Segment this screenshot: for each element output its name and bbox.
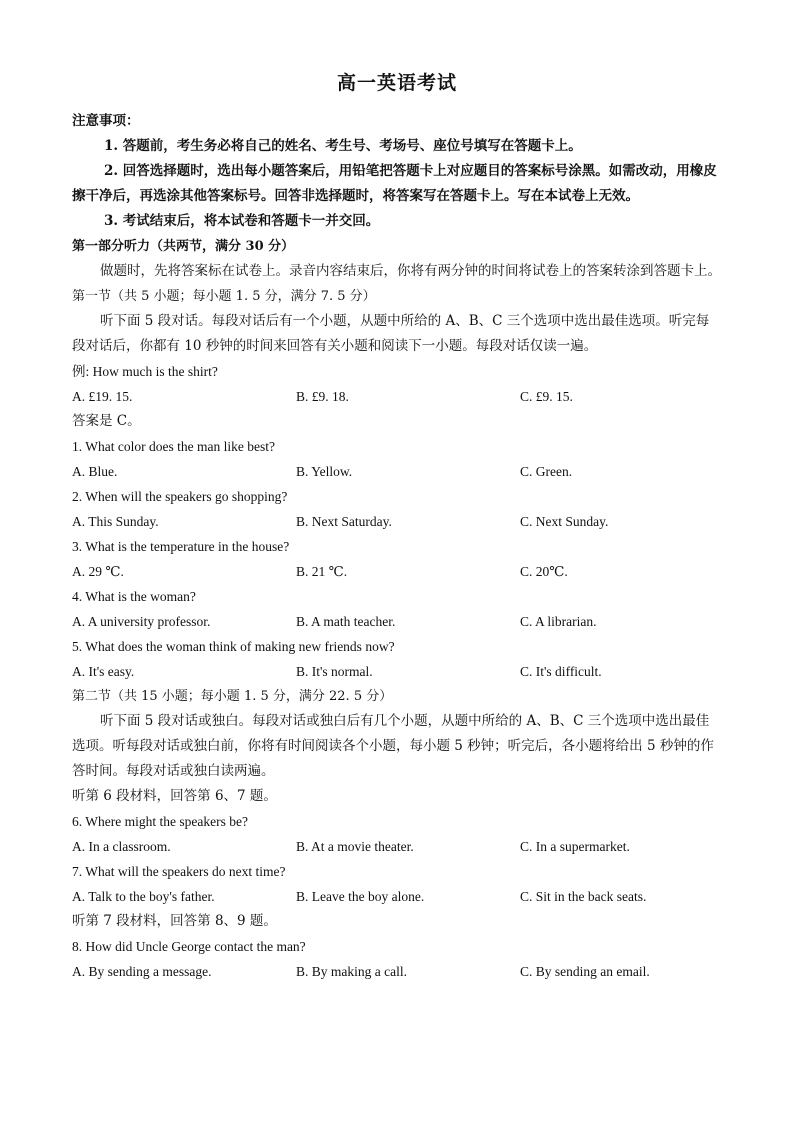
- option-b: B. Yellow.: [296, 464, 353, 479]
- question-7-options: [72, 884, 722, 909]
- option-c: C. Sit in the back seats.: [520, 889, 647, 904]
- option-a: A. A university professor.: [72, 614, 211, 629]
- option-a: A. In a classroom.: [72, 839, 171, 854]
- option-a: A. Blue.: [72, 464, 118, 479]
- question-2-options: [72, 509, 722, 534]
- option-a: A. Talk to the boy's father.: [72, 889, 215, 904]
- question-8-options: [72, 959, 722, 984]
- question-5-options: [72, 659, 722, 684]
- option-b: B. Next Saturday.: [296, 514, 392, 529]
- option-b: B. At a movie theater.: [296, 839, 414, 854]
- question-6-options: [72, 834, 722, 859]
- section2-intro: 听下面 5 段对话或独白。每段对话或独白后有几个小题，从题中所给的 A、B、C 三个选项中选出最佳选项。听每段对话或独白前，你将有时间阅读各个小题，每小题 5 秒钟；听完后，各小题将给出 5 秒钟的作答时间。每段对话或独白读两遍。: [72, 713, 714, 779]
- option-c: C. £9. 15.: [520, 389, 573, 404]
- section1-intro: 听下面 5 段对话。每段对话后有一个小题，从题中所给的 A、B、C 三个选项中选出最佳选项。听完每段对话后，你都有 10 秒钟的时间来回答有关小题和阅读下一小题。每段对话仅读一遍。: [72, 313, 710, 354]
- option-a: A. This Sunday.: [72, 514, 159, 529]
- option-b: B. 21 ℃.: [296, 564, 348, 579]
- section2-heading: 第二节（共 15 小题；每小题 1. 5 分，满分 22. 5 分）: [72, 689, 393, 704]
- option-b: B. Leave the boy alone.: [296, 889, 425, 904]
- part1-heading: 第一部分听力（共两节，满分 30 分）: [72, 239, 295, 254]
- option-b: B. A math teacher.: [296, 614, 396, 629]
- option-c: C. In a supermarket.: [520, 839, 630, 854]
- option-b: B. £9. 18.: [296, 389, 349, 404]
- option-a: A. £19. 15.: [72, 389, 133, 404]
- example-answer: 答案是 C。: [72, 413, 141, 429]
- notice-item-1: 1. 答题前，考生务必将自己的姓名、考生号、考场号、座位号填写在答题卡上。: [104, 138, 582, 154]
- material-6-note: 听第 6 段材料，回答第 6、7 题。: [72, 788, 277, 804]
- part1-intro: 做题时，先将答案标在试卷上。录音内容结束后，你将有两分钟的时间将试卷上的答案转涂到答题卡上。: [100, 263, 721, 279]
- example-options: [72, 384, 722, 409]
- option-a: A. It's easy.: [72, 664, 135, 679]
- question-6: 6. Where might the speakers be?: [72, 814, 248, 829]
- question-3-options: [72, 559, 722, 584]
- option-c: C. 20℃.: [520, 564, 568, 579]
- notice-item-3: 3. 考试结束后，将本试卷和答题卡一并交回。: [104, 213, 380, 229]
- option-c: C. It's difficult.: [520, 664, 602, 679]
- section1-heading: 第一节（共 5 小题；每小题 1. 5 分，满分 7. 5 分）: [72, 289, 376, 304]
- option-b: B. It's normal.: [296, 664, 373, 679]
- exam-title: 高一英语考试: [336, 72, 457, 94]
- question-5: 5. What does the woman think of making new friends now?: [72, 639, 395, 654]
- material-7-note: 听第 7 段材料，回答第 8、9 题。: [72, 913, 277, 929]
- option-c: C. Next Sunday.: [520, 514, 609, 529]
- example-question: 例: How much is the shirt?: [72, 364, 218, 379]
- question-2: 2. When will the speakers go shopping?: [72, 489, 288, 504]
- question-1: 1. What color does the man like best?: [72, 439, 275, 454]
- option-c: C. A librarian.: [520, 614, 597, 629]
- question-4: 4. What is the woman?: [72, 589, 196, 604]
- notice-item-2: 2. 回答选择题时，选出每小题答案后，用铅笔把答题卡上对应题目的答案标号涂黑。如需改动，用橡皮擦干净后，再选涂其他答案标号。回答非选择题时，将答案写在答题卡上。写在本试卷上无效。: [72, 163, 717, 204]
- option-c: C. By sending an email.: [520, 964, 650, 979]
- exam-page: [72, 68, 722, 984]
- question-7: 7. What will the speakers do next time?: [72, 864, 286, 879]
- question-1-options: [72, 459, 722, 484]
- question-4-options: [72, 609, 722, 634]
- option-a: A. 29 ℃.: [72, 564, 124, 579]
- option-c: C. Green.: [520, 464, 573, 479]
- option-a: A. By sending a message.: [72, 964, 212, 979]
- option-b: B. By making a call.: [296, 964, 407, 979]
- notice-heading: 注意事项：: [72, 113, 140, 129]
- question-8: 8. How did Uncle George contact the man?: [72, 939, 306, 954]
- question-3: 3. What is the temperature in the house?: [72, 539, 290, 554]
